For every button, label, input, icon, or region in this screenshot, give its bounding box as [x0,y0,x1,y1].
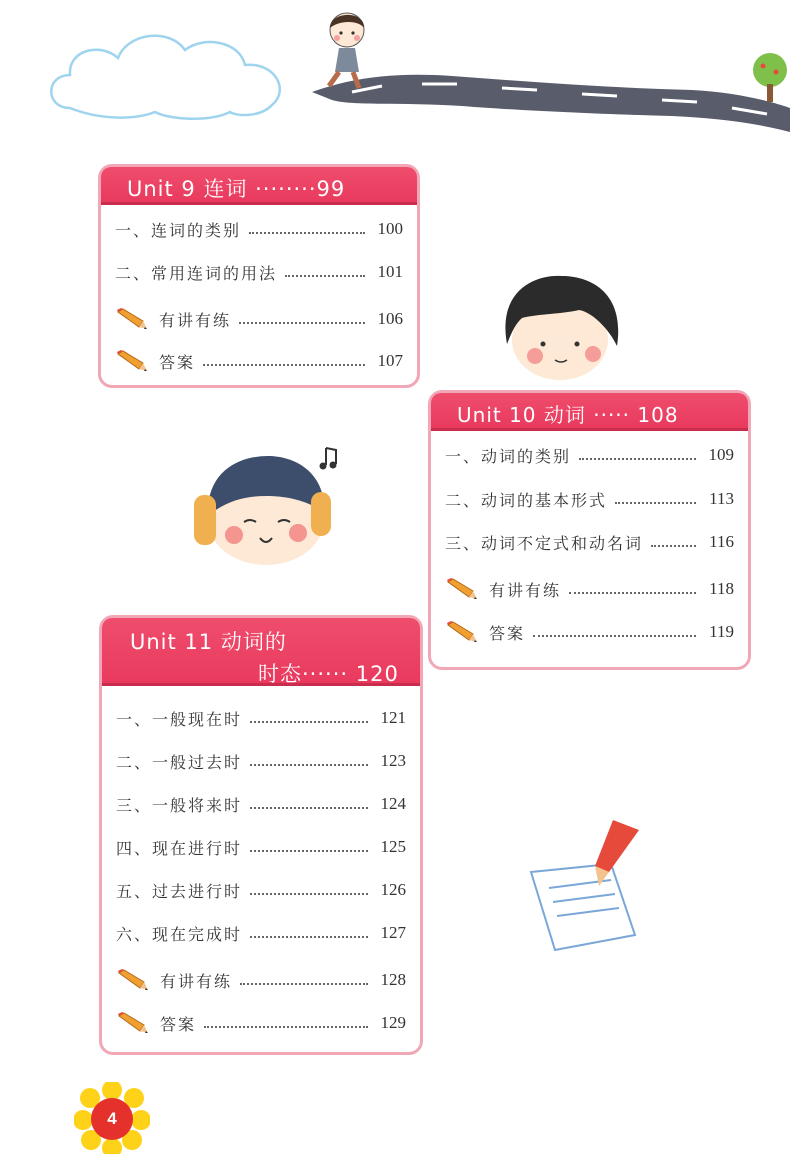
toc-label: 二、动词的基本形式 [445,490,608,510]
road-illustration [312,70,790,140]
toc-label: 二、常用连词的用法 [115,263,278,283]
toc-row[interactable] [445,618,734,646]
leader-dots [533,635,696,637]
toc-page: 119 [709,622,734,641]
toc-page: 123 [380,751,406,770]
toc-row[interactable] [445,528,734,556]
unit9-box [98,164,420,388]
pencil-icon [445,620,479,644]
toc-page: 113 [709,489,734,508]
leader-dots [203,364,365,366]
toc-page: 100 [377,219,403,238]
toc-row[interactable] [115,215,403,243]
toc-page: 107 [377,351,403,370]
toc-page: 101 [377,262,403,281]
leader-dots [615,502,696,504]
toc-row[interactable] [116,876,406,904]
toc-row[interactable] [115,258,403,286]
toc-row[interactable] [445,485,734,513]
toc-label: 有讲有练 [159,310,232,330]
leader-dots [250,721,368,723]
toc-page: 124 [380,794,406,813]
pencil-icon [116,1011,150,1035]
pencil-icon [115,307,149,331]
tree-illustration [750,50,790,105]
cloud-illustration [40,20,300,125]
toc-row[interactable] [116,966,406,994]
toc-label: 答案 [489,623,526,643]
unit10-box [428,390,751,670]
girl-face-illustration [497,274,627,389]
toc-page: 125 [380,837,406,856]
toc-page: 106 [377,309,403,328]
toc-page: 116 [709,532,734,551]
leader-dots [204,1026,368,1028]
toc-label: 有讲有练 [160,971,233,991]
toc-label: 五、过去进行时 [116,881,243,901]
leader-dots [249,232,365,234]
toc-row[interactable] [115,347,403,375]
leader-dots [240,983,368,985]
leader-dots [250,807,368,809]
leader-dots [250,893,368,895]
leader-dots [250,936,368,938]
leader-dots [250,850,368,852]
toc-page: 109 [708,445,734,464]
toc-row[interactable] [116,1009,406,1037]
leader-dots [651,545,696,547]
toc-page: 121 [380,708,406,727]
leader-dots [239,322,365,324]
unit10-title[interactable]: Unit 10 动词 ····· 108 [457,403,679,427]
toc-page: 128 [380,970,406,989]
leader-dots [569,592,696,594]
toc-row[interactable] [115,305,403,333]
toc-label: 一、连词的类别 [115,220,242,240]
toc-page: 129 [380,1013,406,1032]
unit9-title[interactable]: Unit 9 连词 ········99 [127,177,346,201]
notepad-pencil-illustration [525,800,660,960]
toc-label: 答案 [160,1014,197,1034]
toc-page: 127 [380,923,406,942]
toc-row[interactable] [445,441,734,469]
toc-row[interactable] [116,747,406,775]
toc-row[interactable] [116,833,406,861]
toc-label: 三、动词不定式和动名词 [445,533,644,553]
leader-dots [579,458,696,460]
unit11-box [99,615,423,1055]
running-girl-illustration [315,6,375,96]
pencil-icon [116,968,150,992]
toc-page: 118 [709,579,734,598]
toc-row[interactable] [116,919,406,947]
toc-label: 六、现在完成时 [116,924,243,944]
unit11-title-line1[interactable]: Unit 11 动词的 [130,630,287,654]
pencil-icon [115,349,149,373]
boy-headphones-illustration [186,440,356,570]
page-number: 4 [107,1109,117,1128]
unit11-title-line2[interactable]: 时态······ 120 [258,662,399,686]
toc-row[interactable] [445,575,734,603]
toc-label: 答案 [159,352,196,372]
toc-page: 126 [380,880,406,899]
leader-dots [285,275,365,277]
toc-label: 二、一般过去时 [116,752,243,772]
toc-row[interactable] [116,704,406,732]
leader-dots [250,764,368,766]
pencil-icon [445,577,479,601]
unit9-header [101,167,417,205]
unit10-header [431,393,748,431]
toc-label: 四、现在进行时 [116,838,243,858]
toc-row[interactable] [116,790,406,818]
toc-label: 一、动词的类别 [445,446,572,466]
unit11-header [102,618,420,686]
toc-label: 一、一般现在时 [116,709,243,729]
toc-label: 有讲有练 [489,580,562,600]
toc-label: 三、一般将来时 [116,795,243,815]
